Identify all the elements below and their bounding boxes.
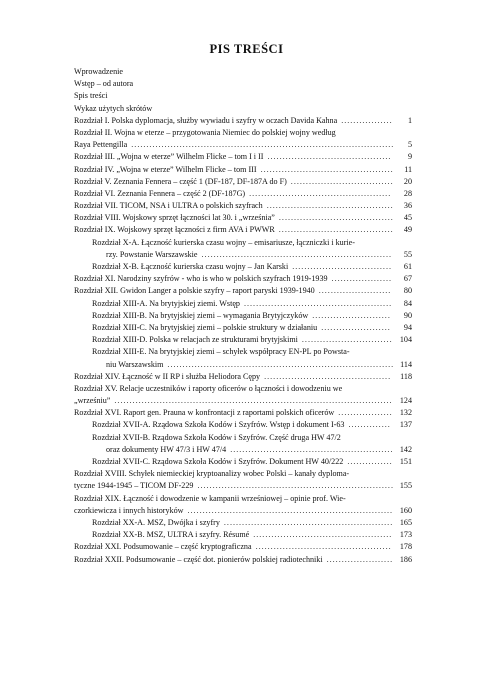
dot-leader: .............................. [301,335,393,345]
toc-entry-page: 80 [403,286,412,296]
toc-entry [74,468,410,480]
dot-leader: ...................................... [278,213,394,223]
dot-leader: ................................................................. [197,481,394,491]
dot-leader: ........................ [318,286,392,296]
toc-entry-page: 173 [399,530,412,540]
toc-entry [74,407,410,419]
toc-entry-page: 186 [399,554,412,564]
toc-entry-page: 94 [403,322,412,332]
toc-entry-title: czorkiewicza i innych historyków [74,505,184,515]
toc-entry [74,517,410,529]
toc-entry [74,395,410,407]
toc-entry-title: niu Warszawskim [106,359,164,369]
toc-entry [74,273,410,285]
toc-entry-title: Rozdział XIV. Łączność w II RP i służba Heliodora Cępy [74,371,261,381]
toc-entry-page: 36 [403,201,412,211]
toc-entry [74,334,410,346]
toc-entry-title: oraz dokumenty HW 47/3 i HW 47/4 [106,444,227,454]
toc-entry [74,212,410,224]
toc-entry-title: Rozdział IV. „Wojna w eterze” Wilhelm Flicke – tom III [74,164,257,174]
dot-leader: ........................................................ [223,517,394,527]
toc-entry-page: 90 [403,310,412,320]
toc-entry-title: Rozdział XX-B. MSZ, ULTRA i szyfry. Résumé [92,530,250,540]
toc-entry-title: Rozdział XV. Relacje uczestników i raporty oficerów o łączności i dowodzeniu we [74,383,343,393]
toc-entry [74,383,410,395]
toc-entry-page: 137 [399,420,412,430]
toc-entry [74,346,410,358]
dot-leader: .......................... [312,310,391,320]
toc-entry-title: Rozdział XII. Gwidon Langer a polskie szyfry – raport paryski 1939-1940 [74,286,315,296]
toc-entry-title: Rozdział XVIII. Schyłek niemieckiej kryptoanalizy wobec Polski – kanały dyploma- [74,469,350,479]
dot-leader: .............. [348,420,391,430]
toc-entry-page: 155 [399,481,412,491]
toc-entry-page: 11 [404,164,412,174]
toc-entry-title: Rozdział XVII-A. Rządowa Szkoła Kodów i Szyfrów. Wstęp i dokument I-63 [92,420,345,430]
toc-entry-page: 84 [403,298,412,308]
toc-entry-page: 114 [400,359,412,369]
dot-leader: ............................................. [255,542,392,552]
toc-entry-title: „wrześniu” [74,396,111,406]
dot-leader: ................................. [292,262,392,271]
toc-entry [74,78,410,90]
toc-entry [74,444,410,456]
toc-entry [74,164,410,176]
toc-entry [74,371,410,383]
toc-entry-title: tyczne 1944-1945 – TICOM DF-229 [74,481,194,491]
toc-entry-page: 1 [407,115,412,125]
toc-entry-page: 142 [399,444,412,454]
dot-leader: ....................... [321,322,391,332]
dot-leader: .................. [338,408,393,418]
toc-entry-page: 160 [399,505,412,515]
toc-entry-title: Rozdział VIII. Wojskowy sprzęt łączności lat 30. i „września” [74,213,275,223]
toc-entry-title: Rozdział I. Polska dyplomacja, służby wywiadu i szyfry w oczach Davida Kahna [74,115,338,125]
toc-entry-title: Rozdział X-B. Łączność kurierska czasu wojny – Jan Karski [92,262,289,271]
toc-entry-title: Rozdział III. „Wojna w eterze” Wilhelm Flicke – tom I i II [74,152,264,162]
toc-entry [74,103,410,115]
dot-leader: ........................................................................... [167,359,395,369]
dot-leader: .......................................... [266,201,394,211]
toc-entry [74,529,410,541]
toc-entry-title: Rozdział XIII-B. Na brytyjskiej ziemi – wymagania Brytyjczyków [92,310,309,320]
toc-entry-page: 67 [403,274,412,284]
dot-leader: ...................................................... [230,444,394,454]
toc-entry-title: Wprowadzenie [74,67,123,76]
toc-entry [74,285,410,297]
toc-entry [74,505,410,517]
toc-entry-title: Rozdział XX-A. MSZ, Dwójka i szyfry [92,517,220,527]
dot-leader: ............................................................................................ [114,396,393,406]
toc-entry-title: Raya Pettengilla [74,140,128,150]
toc-entry-title: Rozdział V. Zeznania Fennera – część 1 (DF-187, DF-187A do F) [74,176,287,186]
toc-entry [74,359,410,371]
dot-leader: ......................................... [267,152,392,162]
dot-leader: .............................................. [253,530,393,540]
toc-entry-title: Rozdział IX. Wojskowy sprzęt łączności z firm AVA i PWWR [74,225,275,235]
toc-entry-title: Rozdział XIII-A. Na brytyjskiej ziemi. Wstęp [92,298,240,308]
toc-entry-page: 9 [407,152,412,162]
toc-entry-page: 49 [403,225,412,235]
toc-entry [74,261,410,273]
toc-entry [74,237,410,249]
toc-entry-title: Rozdział XIII-D. Polska w relacjach ze strukturami brytyjskimi [92,335,298,345]
toc-entry-title: Rozdział XIII-C. Na brytyjskiej ziemi – polskie struktury w działaniu [92,322,318,332]
dot-leader: ...................... [326,554,394,564]
toc-entry-page: 104 [399,335,412,345]
toc-entry [74,493,410,505]
toc-entry-page: 124 [399,396,412,406]
toc-entry-page: 45 [403,213,412,223]
toc-entry-title: Rozdział XXI. Podsumowanie – część kryptograficzna [74,542,252,552]
toc-entry-title: Rozdział X-A. Łączność kurierska czasu wojny – emisariusze, łączniczki i kurie- [92,237,355,247]
toc-entry [74,224,410,236]
dot-leader: ............................................................... [201,249,392,259]
toc-entry-page: 5 [407,140,412,150]
toc-entry-page: 165 [399,517,412,527]
dot-leader: .................................................................... [187,505,394,515]
toc-entry [74,419,410,431]
toc-entry-title: Wykaz użytych skrótów [74,103,153,113]
toc-entry [74,249,410,261]
toc-entry [74,298,410,310]
toc-entry-title: Rozdział XI. Narodziny szyfrów - who is who w polskich szyfrach 1919-1939 [74,274,328,284]
toc-entry-page: 61 [403,262,412,271]
toc-entry-page: 20 [403,176,412,186]
dot-leader: ............... [347,457,393,466]
toc-entry [74,188,410,200]
toc-entry-title: Wstęp – od autora [74,79,134,89]
toc-entry [74,90,410,102]
toc-entry-title: Rozdział XIII-E. Na brytyjskiej ziemi – schyłek współpracy EN-PL po Powsta- [92,347,350,357]
toc-entry [74,432,410,444]
toc-entry-title: Rozdział VII. TICOM, NSA i ULTRA o polskich szyfrach [74,201,263,211]
toc-entry [74,456,410,468]
toc-entry-title: Rozdział XVII-C. Rządowa Szkoła Kodów i Szyfrów. Dokument HW 40/222 [92,457,344,466]
toc-entry-title: Spis treści [74,91,108,101]
dot-leader: .......................................... [264,371,392,381]
toc-entry [74,541,410,553]
toc-entry [74,480,410,492]
toc-entry-title: Rozdział XIX. Łączność i dowodzenie w kampanii wrześniowej – opinie prof. Wie- [74,493,346,503]
dot-leader: ................. [341,115,393,125]
dot-leader: ............................................... [249,188,392,198]
toc-entry-page: 178 [399,542,412,552]
toc-entry [74,115,410,127]
table-of-contents [74,66,410,566]
dot-leader: ...................................... [278,225,394,235]
toc-entry [74,554,410,566]
toc-entry [74,127,410,139]
toc-entry-title: rzy. Powstanie Warszawskie [106,249,198,259]
toc-entry-page: 28 [403,188,412,198]
toc-entry-page: 55 [403,249,412,259]
toc-entry [74,176,410,188]
toc-entry-page: 132 [399,408,412,418]
dot-leader: ............................................ [260,164,394,174]
toc-entry [74,310,410,322]
toc-entry [74,66,410,78]
toc-entry-page: 118 [400,371,412,381]
toc-entry [74,139,410,151]
toc-entry-page: 151 [399,457,412,466]
toc-entry [74,322,410,334]
page-title: PIS TREŚCI [209,42,284,56]
toc-entry-title: Rozdział XXII. Podsumowanie – część dot. pionierów polskiej radiotechniki [74,554,323,564]
toc-entry-title: Rozdział II. Wojna w eterze – przygotowania Niemiec do polskiej wojny według [74,127,336,137]
dot-leader: .................... [331,274,393,284]
toc-entry-title: Rozdział XVI. Raport gen. Prauna w konfrontacji z raportami polskich oficerów [74,408,335,418]
toc-entry [74,151,410,163]
dot-leader: ....................................................................................... [131,140,395,150]
dot-leader: .................................. [290,176,394,186]
toc-entry-title: Rozdział XVII-B. Rządowa Szkoła Kodów i Szyfrów. Część druga HW 47/2 [92,432,341,442]
dot-leader: ................................................. [243,298,393,308]
toc-entry [74,200,410,212]
toc-entry-title: Rozdział VI. Zeznania Fennera – część 2 (DF-187G) [74,188,246,198]
